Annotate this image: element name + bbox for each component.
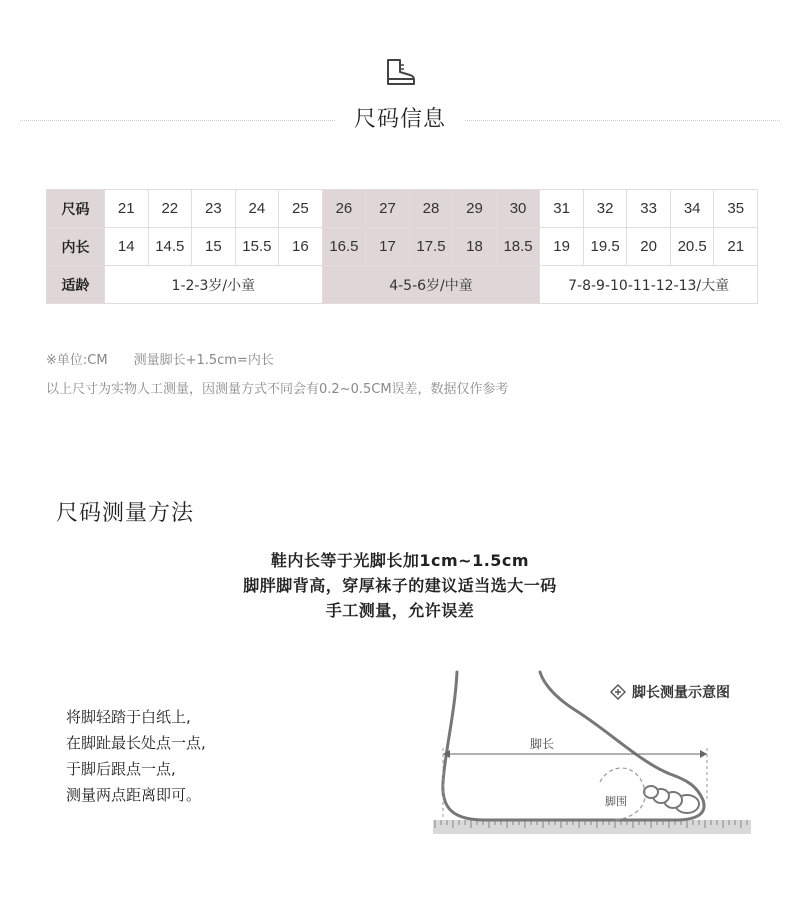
row-label: 尺码 <box>47 190 105 228</box>
table-cell: 15 <box>192 228 236 266</box>
table-cell: 17 <box>366 228 410 266</box>
ruler <box>433 820 751 834</box>
step-line: 测量两点距离即可。 <box>66 786 202 804</box>
table-cell: 22 <box>148 190 192 228</box>
table-row-inner-length <box>47 228 758 266</box>
page-title: 尺码信息 <box>353 107 446 132</box>
age-group-large: 7-8-9-10-11-12-13/大童 <box>540 266 758 304</box>
table-cell: 16.5 <box>322 228 366 266</box>
table-cell: 33 <box>627 190 671 228</box>
table-cell: 20 <box>627 228 671 266</box>
table-cell: 21 <box>105 190 149 228</box>
row-label: 内长 <box>47 228 105 266</box>
table-cell: 30 <box>496 190 540 228</box>
table-cell: 16 <box>279 228 323 266</box>
table-cell: 27 <box>366 190 410 228</box>
boot-icon <box>384 58 416 86</box>
age-group-medium: 4-5-6岁/中童 <box>322 266 540 304</box>
step-line: 于脚后跟点一点, <box>66 760 176 778</box>
row-label: 适龄 <box>47 266 105 304</box>
table-cell: 34 <box>670 190 714 228</box>
method-title: 尺码测量方法 <box>56 501 195 526</box>
formula-text: 测量脚长+1.5cm=内长 <box>133 353 274 368</box>
table-cell: 14.5 <box>148 228 192 266</box>
table-cell: 35 <box>714 190 758 228</box>
tip-line: 鞋内长等于光脚长加1cm~1.5cm <box>270 551 530 570</box>
table-cell: 24 <box>235 190 279 228</box>
table-cell: 23 <box>192 190 236 228</box>
table-cell: 19 <box>540 228 584 266</box>
diagram-caption <box>610 682 730 702</box>
tip-line: 脚胖脚背高，穿厚袜子的建议适当选大一码 <box>243 576 557 595</box>
table-cell: 15.5 <box>235 228 279 266</box>
measure-tips <box>0 548 800 623</box>
step-line: 在脚趾最长处点一点, <box>66 734 206 752</box>
table-cell: 31 <box>540 190 584 228</box>
table-cell: 18 <box>453 228 497 266</box>
size-table <box>46 189 758 304</box>
table-cell: 21 <box>714 228 758 266</box>
step-line: 将脚轻踏于白纸上, <box>66 708 191 726</box>
table-cell: 32 <box>583 190 627 228</box>
diamond-plus-icon <box>610 684 626 700</box>
measure-steps <box>66 704 206 808</box>
disclaimer-text: 以上尺寸为实物人工测量，因测量方式不同会有0.2~0.5CM误差，数据仅作参考 <box>46 382 509 397</box>
tip-line: 手工测量，允许误差 <box>325 601 475 620</box>
table-cell: 20.5 <box>670 228 714 266</box>
table-row-age <box>47 266 758 304</box>
table-cell: 28 <box>409 190 453 228</box>
diagram-caption-text: 脚长测量示意图 <box>632 685 730 701</box>
unit-note <box>46 349 274 368</box>
girth-label: 脚围 <box>605 795 627 808</box>
unit-text: ※单位:CM <box>46 353 108 368</box>
table-row-size <box>47 190 758 228</box>
table-cell: 17.5 <box>409 228 453 266</box>
title-divider-right <box>465 120 780 121</box>
table-cell: 29 <box>453 190 497 228</box>
table-cell: 14 <box>105 228 149 266</box>
table-cell: 26 <box>322 190 366 228</box>
table-cell: 18.5 <box>496 228 540 266</box>
length-label: 脚长 <box>530 737 555 751</box>
table-cell: 25 <box>279 190 323 228</box>
age-group-small: 1-2-3岁/小童 <box>105 266 323 304</box>
section-title-row <box>20 100 780 140</box>
table-cell: 19.5 <box>583 228 627 266</box>
